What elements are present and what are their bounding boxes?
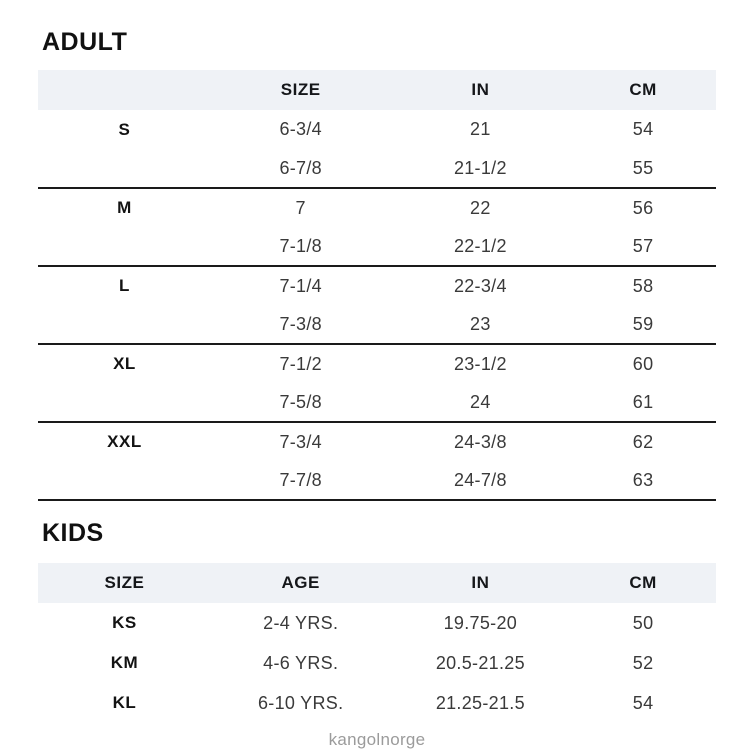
size-label: KS [112, 613, 137, 632]
kids-size-table [38, 563, 716, 723]
table-row [38, 266, 716, 305]
table-row [38, 305, 716, 344]
size-label: KL [112, 693, 137, 712]
table-row [38, 643, 716, 683]
inches-value: 22-3/4 [453, 275, 507, 296]
size-label: XL [113, 354, 136, 373]
hat-size-value: 7-5/8 [211, 383, 391, 422]
size-label [38, 461, 211, 500]
cm-value: 62 [632, 431, 654, 452]
inches-value: 24-7/8 [391, 461, 571, 500]
kids-section-title: KIDS [42, 519, 104, 547]
adult-header-blank [38, 70, 211, 110]
adult-section-title: ADULT [42, 28, 128, 56]
cm-value: 54 [632, 692, 654, 713]
table-row [38, 344, 716, 383]
adult-size-table [38, 70, 716, 501]
hat-size-value: 7-1/2 [279, 353, 322, 374]
size-label: KM [110, 653, 139, 672]
cm-value: 61 [570, 383, 716, 422]
hat-size-value: 7-1/8 [211, 227, 391, 266]
table-row [38, 383, 716, 422]
inches-value: 21 [470, 119, 491, 139]
footer-watermark: kangolnorge [328, 730, 426, 749]
inches-value: 22-1/2 [391, 227, 571, 266]
size-label [38, 149, 211, 188]
cm-value: 63 [570, 461, 716, 500]
inches-value: 23 [391, 305, 571, 344]
inches-value: 24-3/8 [453, 431, 507, 452]
table-row [38, 110, 716, 149]
kids-header-size: SIZE [38, 563, 211, 603]
cm-value: 60 [632, 353, 654, 374]
inches-value: 21.25-21.5 [435, 692, 525, 713]
hat-size-value: 7-1/4 [279, 275, 322, 296]
cm-value: 58 [632, 275, 654, 296]
size-label: M [117, 198, 132, 217]
table-row [38, 227, 716, 266]
cm-value: 54 [632, 119, 654, 139]
inches-value: 22 [470, 197, 491, 218]
size-label: L [118, 276, 130, 295]
size-label: XXL [107, 432, 142, 451]
table-row [38, 461, 716, 500]
table-row [38, 188, 716, 227]
cm-value: 56 [632, 197, 654, 218]
size-label [38, 305, 211, 344]
age-value: 4-6 YRS. [263, 652, 339, 673]
inches-value: 20.5-21.25 [435, 652, 525, 673]
table-row [38, 603, 716, 643]
adult-header-cm: CM [570, 70, 716, 110]
cm-value: 52 [632, 652, 654, 673]
age-value: 2-4 YRS. [263, 612, 339, 633]
kids-header-age: AGE [211, 563, 391, 603]
hat-size-value: 7 [295, 197, 306, 218]
age-value: 6-10 YRS. [257, 692, 344, 713]
kids-header-row [38, 563, 716, 603]
cm-value: 55 [570, 149, 716, 188]
cm-value: 59 [570, 305, 716, 344]
table-row [38, 422, 716, 461]
size-label [38, 227, 211, 266]
inches-value: 23-1/2 [453, 353, 507, 374]
inches-value: 24 [391, 383, 571, 422]
inches-value: 21-1/2 [391, 149, 571, 188]
hat-size-value: 7-7/8 [211, 461, 391, 500]
adult-header-row [38, 70, 716, 110]
size-label [38, 383, 211, 422]
inches-value: 19.75-20 [443, 612, 518, 633]
kids-header-in: IN [391, 563, 571, 603]
hat-size-value: 7-3/4 [279, 431, 322, 452]
cm-value: 50 [632, 612, 654, 633]
size-label: S [118, 119, 131, 139]
hat-size-value: 7-3/8 [211, 305, 391, 344]
hat-size-value: 6-7/8 [211, 149, 391, 188]
adult-header-in: IN [391, 70, 571, 110]
cm-value: 57 [570, 227, 716, 266]
kids-header-cm: CM [570, 563, 716, 603]
hat-size-value: 6-3/4 [279, 119, 322, 139]
table-row [38, 149, 716, 188]
table-row [38, 683, 716, 723]
adult-header-size: SIZE [211, 70, 391, 110]
